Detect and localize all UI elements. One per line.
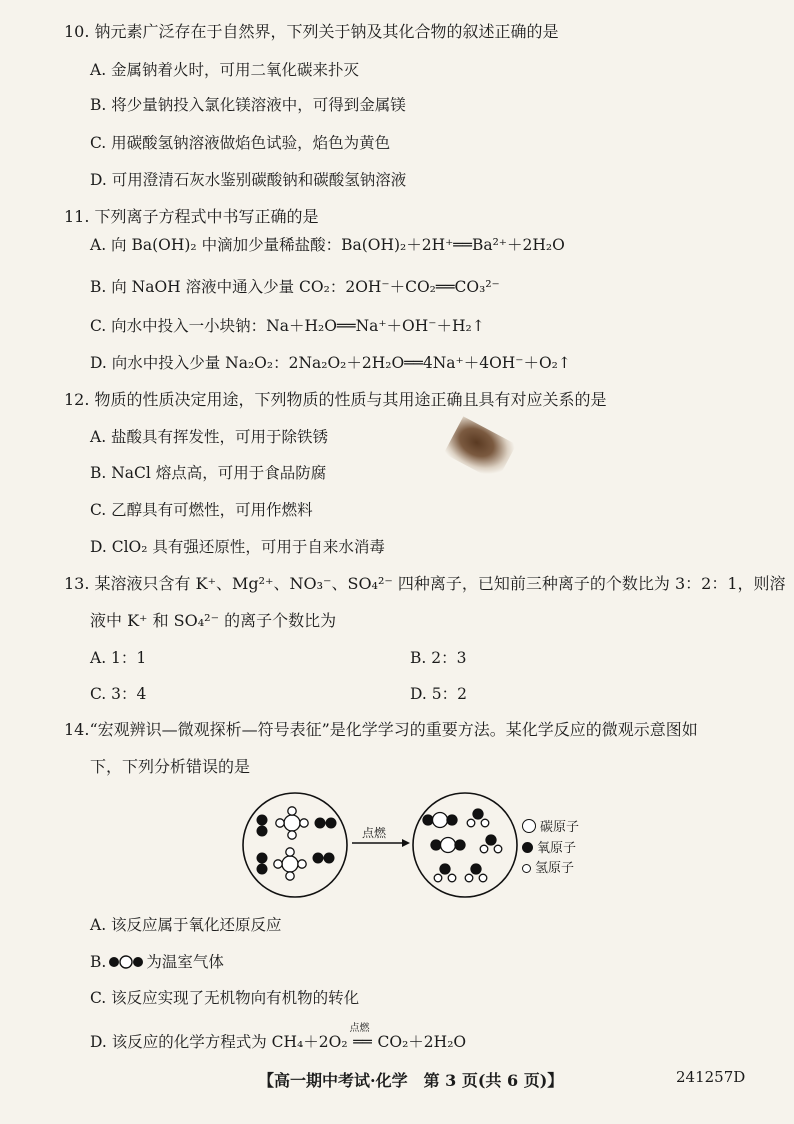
hydrogen-atom-icon bbox=[522, 864, 531, 873]
q13-option-d: D. 5：2 bbox=[410, 685, 467, 703]
oxygen-molecule bbox=[315, 818, 337, 829]
q11-option-c: C. 向水中投入一小块钠：Na＋H₂O══Na⁺＋OH⁻＋H₂↑ bbox=[90, 317, 485, 335]
legend-hydrogen: 氢原子 bbox=[522, 857, 574, 876]
water-molecule bbox=[467, 809, 489, 827]
q10-stem: 10. 钠元素广泛存在于自然界，下列关于钠及其化合物的叙述正确的是 bbox=[64, 22, 559, 41]
q12-stem: 12. 物质的性质决定用途，下列物质的性质与其用途正确且具有对应关系的是 bbox=[64, 390, 607, 409]
q13-stem-line2: 液中 K⁺ 和 SO₄²⁻ 的离子个数比为 bbox=[90, 611, 337, 630]
carbon-dioxide-molecule bbox=[431, 838, 465, 853]
carbon-dioxide-molecule bbox=[423, 813, 457, 828]
water-molecule bbox=[480, 835, 502, 853]
q11-option-a: A. 向 Ba(OH)₂ 中滴加少量稀盐酸：Ba(OH)₂＋2H⁺══Ba²⁺＋2H₂O bbox=[90, 236, 565, 254]
q13-stem-line1: 13. 某溶液只含有 K⁺、Mg²⁺、NO₃⁻、SO₄²⁻ 四种离子，已知前三种离子的个数比为 3：2：1，则溶 bbox=[64, 574, 786, 593]
reaction-equals-sign: 点燃 ══ bbox=[349, 1023, 372, 1051]
oxygen-molecule bbox=[313, 853, 335, 864]
q14-option-a: A. 该反应属于氧化还原反应 bbox=[90, 916, 282, 934]
q14-stem-line1: 14.“宏观辨识—微观探析—符号表征”是化学学习的重要方法。某化学反应的微观示意图如 bbox=[64, 720, 698, 739]
legend-carbon: 碳原子 bbox=[522, 816, 579, 835]
q13-option-a: A. 1：1 bbox=[90, 649, 147, 667]
q10-option-c: C. 用碳酸氢钠溶液做焰色试验，焰色为黄色 bbox=[90, 134, 391, 152]
q11-stem: 11. 下列离子方程式中书写正确的是 bbox=[64, 207, 319, 226]
q13-option-b: B. 2：3 bbox=[410, 649, 467, 667]
ink-stain bbox=[444, 416, 517, 481]
q13-option-c: C. 3：4 bbox=[90, 685, 147, 703]
reaction-arrowhead bbox=[402, 839, 410, 847]
q10-option-a: A. 金属钠着火时，可用二氧化碳来扑灭 bbox=[90, 61, 360, 79]
oxygen-atom-icon bbox=[522, 842, 533, 853]
carbon-atom-icon bbox=[522, 819, 536, 833]
water-molecule bbox=[434, 864, 456, 882]
methane-molecule bbox=[274, 848, 306, 880]
q10-option-d: D. 可用澄清石灰水鉴别碳酸钠和碳酸氢钠溶液 bbox=[90, 171, 407, 189]
q10-option-b: B. 将少量钠投入氯化镁溶液中，可得到金属镁 bbox=[90, 96, 406, 114]
methane-molecule bbox=[276, 807, 308, 839]
reaction-diagram bbox=[240, 790, 520, 900]
q12-option-b: B. NaCl 熔点高，可用于食品防腐 bbox=[90, 464, 327, 482]
q11-option-d: D. 向水中投入少量 Na₂O₂：2Na₂O₂＋2H₂O══4Na⁺＋4OH⁻＋O₂↑ bbox=[90, 354, 571, 372]
q14-option-b: B. 为温室气体 bbox=[90, 953, 224, 971]
footer-exam-code: 241257D bbox=[676, 1068, 746, 1086]
arrow-condition-label: 点燃 bbox=[362, 826, 387, 840]
water-molecule bbox=[465, 864, 487, 882]
q14-option-d: D. 该反应的化学方程式为 CH₄＋2O₂ 点燃 ══ CO₂＋2H₂O bbox=[90, 1030, 466, 1054]
legend-oxygen: 氧原子 bbox=[522, 837, 576, 856]
q11-option-b: B. 向 NaOH 溶液中通入少量 CO₂：2OH⁻＋CO₂══CO₃²⁻ bbox=[90, 278, 500, 296]
q12-option-d: D. ClO₂ 具有强还原性，可用于自来水消毒 bbox=[90, 538, 385, 556]
oxygen-molecule bbox=[257, 853, 268, 875]
q14-option-c: C. 该反应实现了无机物向有机物的转化 bbox=[90, 989, 360, 1007]
co2-molecule-icon bbox=[108, 955, 144, 969]
q12-option-a: A. 盐酸具有挥发性，可用于除铁锈 bbox=[90, 428, 329, 446]
oxygen-molecule bbox=[257, 815, 268, 837]
footer-page-info: 【高一期中考试·化学 第 3 页(共 6 页)】 bbox=[258, 1071, 564, 1090]
q14-stem-line2: 下，下列分析错误的是 bbox=[90, 757, 251, 776]
q12-option-c: C. 乙醇具有可燃性，可用作燃料 bbox=[90, 501, 313, 519]
